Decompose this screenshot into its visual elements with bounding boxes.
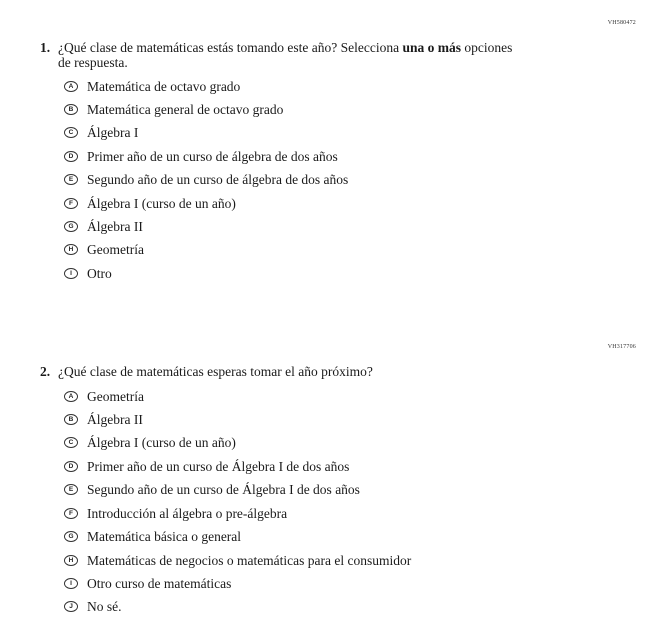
option-label: Álgebra II [87, 411, 143, 427]
answer-option[interactable] [64, 505, 287, 521]
option-label: Matemática de octavo grado [87, 78, 241, 94]
question-text: ¿Qué clase de matemáticas estás tomando este año? Selecciona una o más opciones de respuesta. [58, 40, 513, 70]
item-code-q1: VH580472 [607, 20, 636, 26]
radio-bubble-icon[interactable]: A [64, 81, 78, 92]
answer-option[interactable] [64, 124, 138, 140]
option-label: Otro curso de matemáticas [87, 575, 232, 591]
option-label: Álgebra I (curso de un año) [87, 434, 236, 450]
answer-option[interactable] [64, 434, 236, 450]
radio-bubble-icon[interactable]: G [64, 531, 78, 542]
option-label: Álgebra I (curso de un año) [87, 195, 236, 211]
radio-bubble-icon[interactable]: E [64, 174, 78, 185]
answer-option[interactable] [64, 78, 240, 94]
answer-option[interactable] [64, 148, 338, 164]
option-label: Otro [87, 265, 112, 281]
radio-bubble-icon[interactable]: A [64, 391, 78, 402]
option-label: No sé. [87, 598, 122, 614]
option-label: Matemática básica o general [87, 528, 242, 544]
radio-bubble-icon[interactable]: F [64, 508, 78, 519]
radio-bubble-icon[interactable]: D [64, 151, 78, 162]
radio-bubble-icon[interactable]: D [64, 461, 78, 472]
option-label: Introducción al álgebra o pre-álgebra [87, 505, 288, 521]
radio-bubble-icon[interactable]: J [64, 601, 78, 612]
radio-bubble-icon[interactable]: C [64, 437, 78, 448]
answer-option[interactable] [64, 388, 144, 404]
option-label: Segundo año de un curso de álgebra de dos años [87, 171, 349, 187]
emphasis-text: una o más [402, 40, 461, 55]
option-label: Álgebra I [87, 124, 139, 140]
radio-bubble-icon[interactable]: B [64, 104, 78, 115]
radio-bubble-icon[interactable]: G [64, 221, 78, 232]
option-label: Geometría [87, 241, 144, 257]
radio-bubble-icon[interactable]: H [64, 555, 78, 566]
answer-option[interactable] [64, 101, 283, 117]
answer-option[interactable] [64, 241, 144, 257]
answer-option[interactable] [64, 552, 411, 568]
answer-option[interactable] [64, 575, 231, 591]
question-1 [40, 40, 600, 70]
question-number: 1. [40, 40, 51, 55]
question-number: 2. [40, 364, 51, 379]
option-label: Álgebra II [87, 218, 143, 234]
radio-bubble-icon[interactable]: E [64, 484, 78, 495]
radio-bubble-icon[interactable]: C [64, 127, 78, 138]
option-label: Matemáticas de negocios o matemáticas para el consumidor [87, 552, 412, 568]
option-label: Geometría [87, 388, 144, 404]
answer-option[interactable] [64, 218, 143, 234]
option-label: Matemática general de octavo grado [87, 101, 284, 117]
option-label: Primer año de un curso de álgebra de dos años [87, 148, 338, 164]
answer-option[interactable] [64, 481, 360, 497]
answer-option[interactable] [64, 171, 348, 187]
answer-option[interactable] [64, 598, 122, 614]
answer-option[interactable] [64, 195, 236, 211]
answer-option[interactable] [64, 528, 241, 544]
option-label: Segundo año de un curso de Álgebra I de dos años [87, 481, 360, 497]
radio-bubble-icon[interactable]: I [64, 268, 78, 279]
answer-option[interactable] [64, 265, 112, 281]
question-text: ¿Qué clase de matemáticas esperas tomar el año próximo? [58, 364, 373, 379]
radio-bubble-icon[interactable]: F [64, 198, 78, 209]
option-label: Primer año de un curso de Álgebra I de dos años [87, 458, 350, 474]
radio-bubble-icon[interactable]: B [64, 414, 78, 425]
radio-bubble-icon[interactable]: I [64, 578, 78, 589]
item-code-q2: VH317706 [607, 344, 636, 350]
question-2 [40, 364, 600, 379]
radio-bubble-icon[interactable]: H [64, 244, 78, 255]
answer-option[interactable] [64, 411, 143, 427]
answer-option[interactable] [64, 458, 349, 474]
